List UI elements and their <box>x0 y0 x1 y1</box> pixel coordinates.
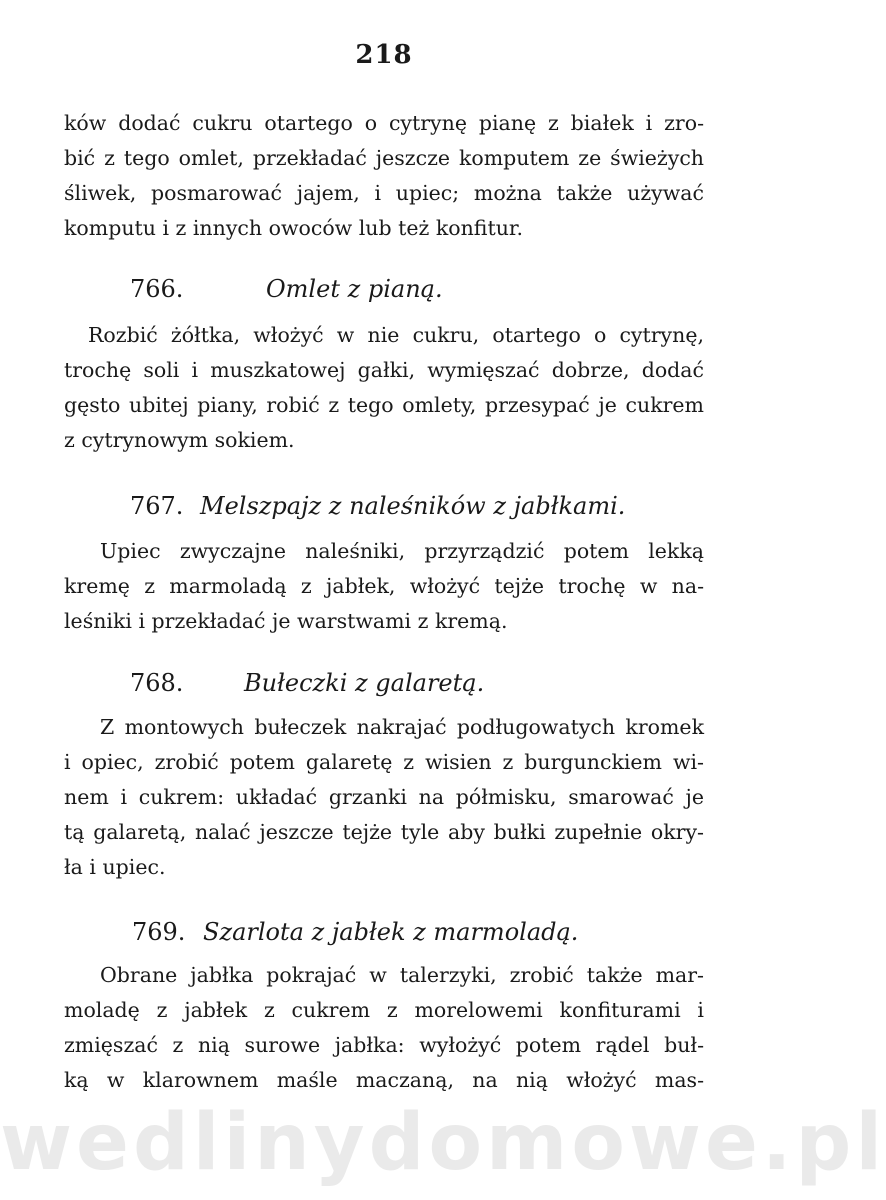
text-line: moladę z jabłek z cukrem z morelowemi konfiturami i <box>64 998 704 1022</box>
text-line: zmięszać z nią surowe jabłka: wyłożyć potem rądel buł- <box>64 1033 704 1057</box>
text-line: bić z tego omlet, przekładać jeszcze komputem ze świeżych <box>64 146 704 170</box>
recipe-body-768-cont <box>64 745 704 885</box>
text-line: ła i upiec. <box>64 855 166 879</box>
recipe-body-769 <box>100 958 704 993</box>
recipe-number: 767. <box>130 492 184 520</box>
text-line: Upiec zwyczajne naleśniki, przyrządzić potem lekką <box>100 539 704 563</box>
text-line: z cytrynowym sokiem. <box>64 428 295 452</box>
page-number: 218 <box>355 40 413 70</box>
intro-paragraph <box>64 106 704 246</box>
recipe-number: 769. <box>132 918 186 946</box>
watermark: wedlinydomowe.pl <box>0 1098 886 1188</box>
recipe-body-768 <box>100 710 704 745</box>
recipe-number: 768. <box>130 669 184 697</box>
text-line: ków dodać cukru otartego o cytrynę pianę z białek i zro- <box>64 111 704 135</box>
text-line: ką w klarownem maśle maczaną, na nią włożyć mas- <box>64 1068 704 1092</box>
text-line: gęsto ubitej piany, robić z tego omlety, przesypać je cukrem <box>64 393 704 417</box>
recipe-number: 766. <box>130 275 184 303</box>
text-line: nem i cukrem: układać grzanki na półmisku, smarować je <box>64 785 704 809</box>
recipe-body-767 <box>100 534 704 569</box>
text-line: śliwek, posmarować jajem, i upiec; można także używać <box>64 181 704 205</box>
text-line: kremę z marmoladą z jabłek, włożyć tejże trochę w na- <box>64 574 704 598</box>
recipe-body-766-cont <box>64 353 704 458</box>
text-line: leśniki i przekładać je warstwami z kremą. <box>64 609 508 633</box>
text-line: trochę soli i muszkatowej gałki, wymięszać dobrze, dodać <box>64 358 704 382</box>
recipe-title: Bułeczki z galaretą. <box>244 669 485 697</box>
text-line: Rozbić żółtka, włożyć w nie cukru, otartego o cytrynę, <box>88 323 704 347</box>
text-line: i opiec, zrobić potem galaretę z wisien z burgunckiem wi- <box>64 750 704 774</box>
text-line: Obrane jabłka pokrajać w talerzyki, zrobić także mar- <box>100 963 704 987</box>
recipe-title: Szarlota z jabłek z marmoladą. <box>203 918 579 946</box>
text-line: komputu i z innych owoców lub też konfitur. <box>64 216 523 240</box>
recipe-title: Melszpajz z naleśników z jabłkami. <box>200 492 626 520</box>
recipe-body-767-cont <box>64 569 704 639</box>
recipe-body-766 <box>88 318 704 353</box>
recipe-title: Omlet z pianą. <box>266 275 443 303</box>
recipe-body-769-cont <box>64 993 704 1098</box>
text-line: Z montowych bułeczek nakrajać podługowatych kromek <box>100 715 704 739</box>
text-line: tą galaretą, nalać jeszcze tejże tyle aby bułki zupełnie okry- <box>64 820 704 844</box>
